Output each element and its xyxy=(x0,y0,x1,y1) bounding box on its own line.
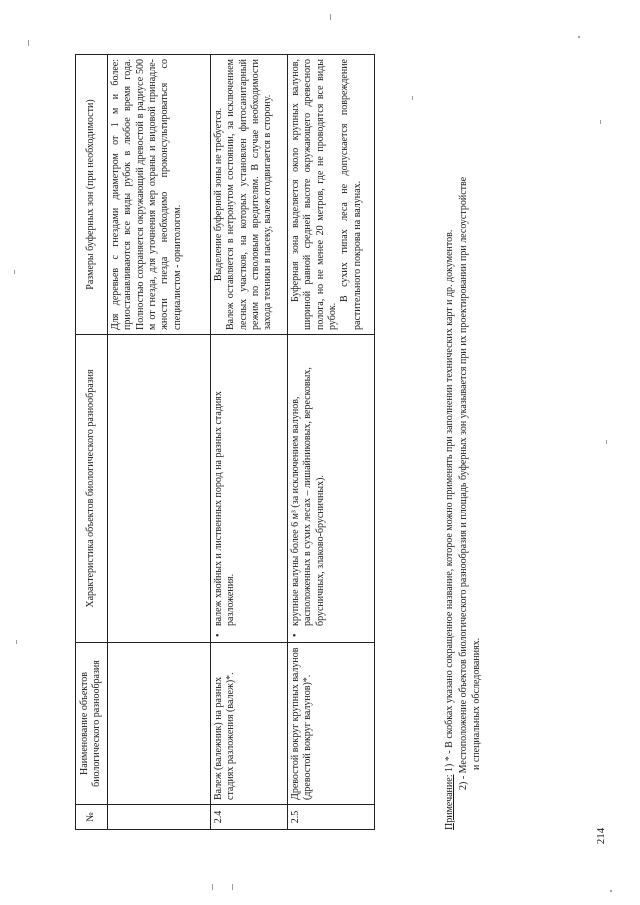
footnote-1 xyxy=(443,55,457,830)
row-name xyxy=(107,643,210,805)
row-buffer-heading: Выделение буферной зоны не требуется. xyxy=(212,107,224,282)
row-num xyxy=(107,805,210,830)
row-characteristic: • крупные валуны более 6 м³ (за исключением валунов, расположенных в сухих лесах – лишайниковых, вересковых, брусничных, злаково-брусничных). xyxy=(290,339,327,628)
table-row xyxy=(210,55,287,830)
biodiversity-table xyxy=(75,54,375,830)
page-number: 214 xyxy=(595,827,607,845)
scan-speck xyxy=(16,640,17,644)
table-row xyxy=(107,55,210,830)
footnote-label: Примечание: xyxy=(444,774,455,830)
row-characteristic-cell xyxy=(210,335,287,643)
row-buffer: Валеж оставляется в нетронутом состоянии, за исключением лесных участков, на которых установлен фитосанитарный режим по стволовым вредителям. В случае необходимости захода техники в пасеку, валеж отодвигается в сторону. xyxy=(225,59,274,330)
table-row xyxy=(287,55,374,830)
header-name: Наименование объектов биологического разнообразия xyxy=(76,643,108,805)
table-header-row xyxy=(76,55,108,830)
scan-speck xyxy=(212,884,213,890)
scan-dot xyxy=(578,36,580,38)
row-buffer: Буферная зона выделяется около крупных валунов, шириной равной средней высоте окружающего древесного полога, но не менее 20 метров, где не проводятся все виды рубок. xyxy=(289,59,338,330)
header-buffer: Размеры буферных зон (при необходимости) xyxy=(76,55,108,335)
row-buffer-cell xyxy=(287,55,374,335)
row-characteristic xyxy=(107,335,210,643)
header-characteristic: Характеристика объектов биологического разнообразия xyxy=(76,335,108,643)
row-num: 2.4 xyxy=(210,805,287,830)
footnote-2: 2) - Местоположение объектов биологического разнообразия и площадь буферных зон указывается при их проектировании при лесоустройстве xyxy=(457,176,469,790)
row-name: Древостой вокруг крупных валунов (древостой вокруг валунов)*. xyxy=(287,643,374,805)
row-name: Валеж (валежник) на разных стадиях разложения (валеж)*. xyxy=(210,643,287,805)
row-buffer-cell xyxy=(210,55,287,335)
footnotes xyxy=(443,55,484,830)
scan-speck xyxy=(14,270,15,274)
scan-speck xyxy=(330,14,331,20)
rotated-page xyxy=(75,55,635,830)
row-buffer: Для деревьев с гнездами диаметром от 1 м и более: приостанавливаются все виды рубок в любое время года. Полностью сохраняется окружающий древостой в радиусе 500 м от гнезда, для уточнения мер охраны и видовой принадле-жности гнезда необходимо проконсультироваться со специалистом - орнитологом. xyxy=(107,55,210,335)
row-characteristic: • валеж хвойных и лиственных пород на разных стадиях разложения. xyxy=(213,339,238,628)
row-characteristic-cell xyxy=(287,335,374,643)
scan-speck xyxy=(28,40,29,46)
footnote-2-continued: и специальных обследованиях. xyxy=(471,637,482,770)
scan-dot xyxy=(610,890,612,892)
row-buffer-extra: В сухих типах леса не допускается повреждение растительного покрова на валунах. xyxy=(339,59,363,330)
row-num: 2.5 xyxy=(287,805,374,830)
footnote-1-text: 1) * - В скобках указано сокращенное название, которое можно применять при заполнении технических карт и др. документов. xyxy=(444,229,455,775)
scan-speck xyxy=(232,884,233,890)
header-num: № xyxy=(76,805,108,830)
